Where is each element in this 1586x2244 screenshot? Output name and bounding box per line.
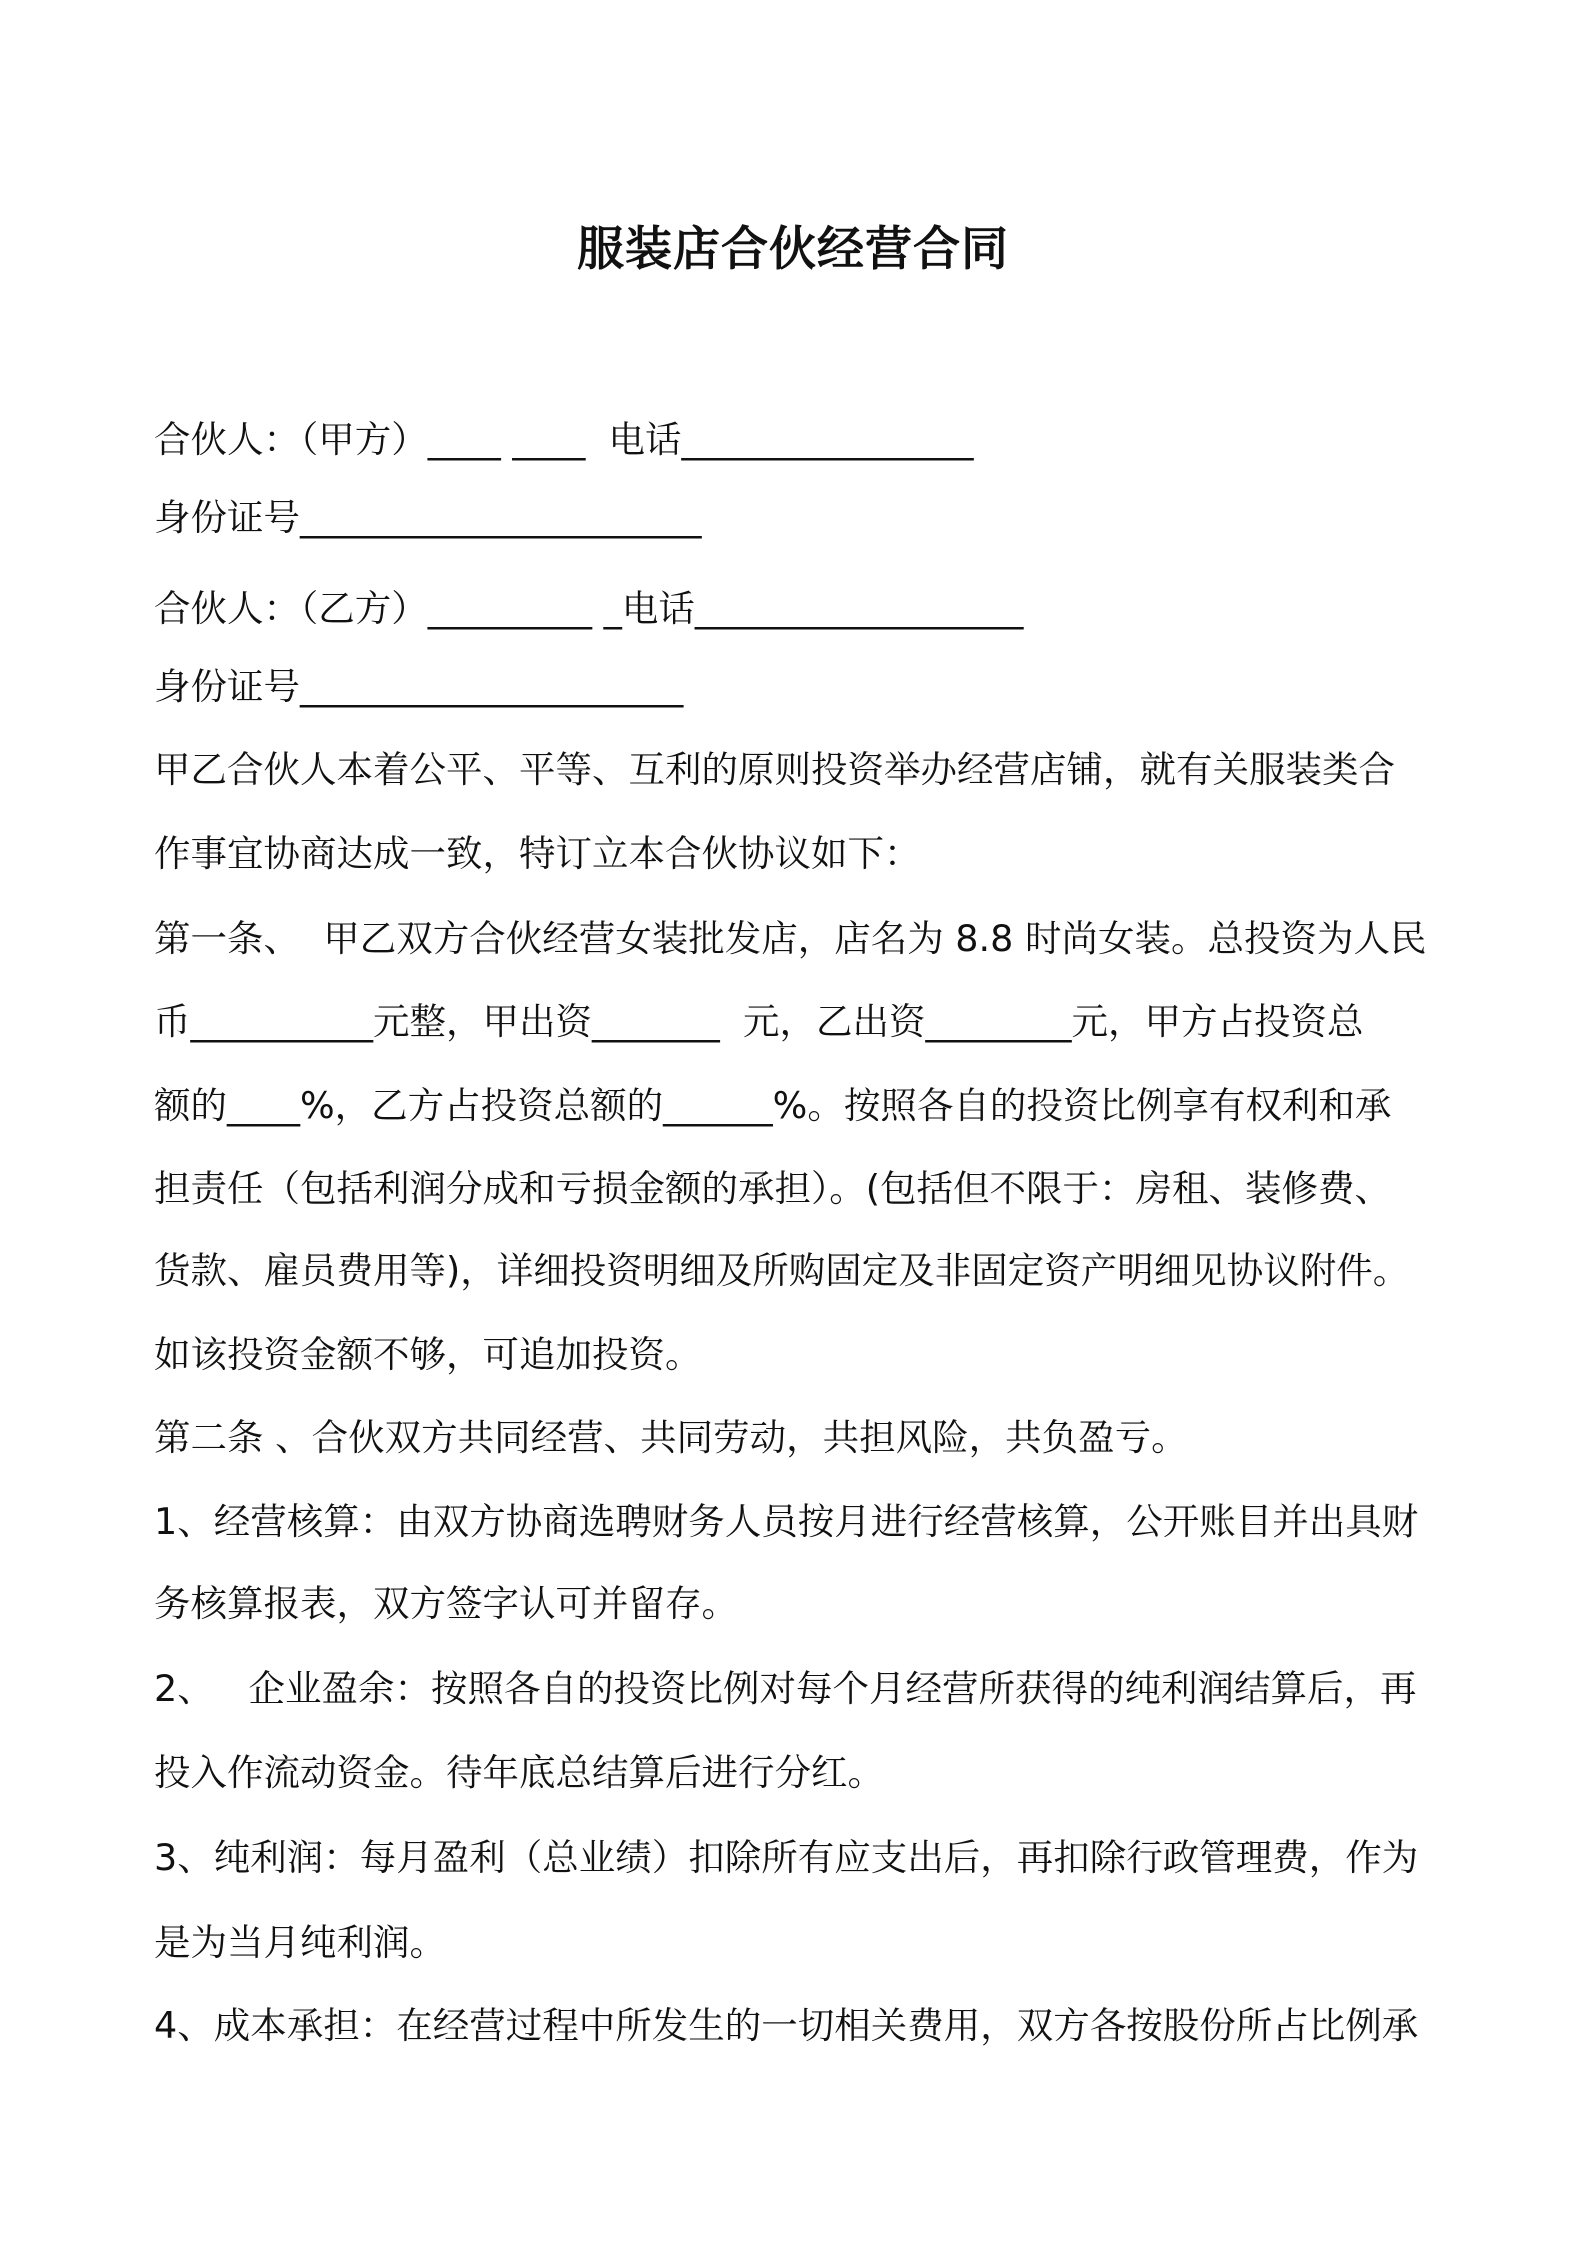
contract-line: 如该投资金额不够，可追加投资。	[154, 1333, 702, 1376]
contract-line: 4、成本承担：在经营过程中所发生的一切相关费用，双方各按股份所占比例承	[154, 2004, 1419, 2047]
contract-line: 作事宜协商达成一致，特订立本合伙协议如下：	[154, 832, 921, 875]
contract-line: 币__________元整，甲出资_______ 元，乙出资________元，甲方占投资总	[154, 1000, 1364, 1043]
contract-line: 第二条 、合伙双方共同经营、共同劳动，共担风险，共负盈亏。	[154, 1416, 1188, 1459]
contract-line: 担责任（包括利润分成和亏损金额的承担）。(包括但不限于：房租、装修费、	[154, 1167, 1391, 1210]
contract-line: 额的____%，乙方占投资总额的______%。按照各自的投资比例享有权利和承	[154, 1084, 1392, 1127]
contract-line: 务核算报表，双方签字认可并留存。	[154, 1582, 738, 1625]
document-title: 服装店合伙经营合同	[577, 222, 1009, 277]
contract-line: 合伙人：（乙方）_________ _电话__________________	[154, 587, 1024, 630]
contract-line: 是为当月纯利润。	[154, 1921, 446, 1964]
contract-line: 身份证号_____________________	[154, 665, 684, 708]
contract-line: 3、纯利润：每月盈利（总业绩）扣除所有应支出后，再扣除行政管理费，作为	[154, 1836, 1419, 1879]
contract-line: 甲乙合伙人本着公平、平等、互利的原则投资举办经营店铺，就有关服装类合	[154, 748, 1395, 791]
contract-line: 第一条、 甲乙双方合伙经营女装批发店，店名为 8.8 时尚女装。总投资为人民	[154, 917, 1427, 960]
contract-line: 1、经营核算：由双方协商选聘财务人员按月进行经营核算，公开账目并出具财	[154, 1500, 1419, 1543]
contract-line: 投入作流动资金。待年底总结算后进行分红。	[154, 1751, 884, 1794]
contract-line: 合伙人：（甲方）____ ____ 电话________________	[154, 418, 974, 461]
contract-line: 货款、雇员费用等)，详细投资明细及所购固定及非固定资产明细见协议附件。	[154, 1249, 1410, 1292]
contract-line: 身份证号______________________	[154, 496, 702, 539]
contract-line: 2、 企业盈余：按照各自的投资比例对每个月经营所获得的纯利润结算后，再	[154, 1667, 1417, 1710]
